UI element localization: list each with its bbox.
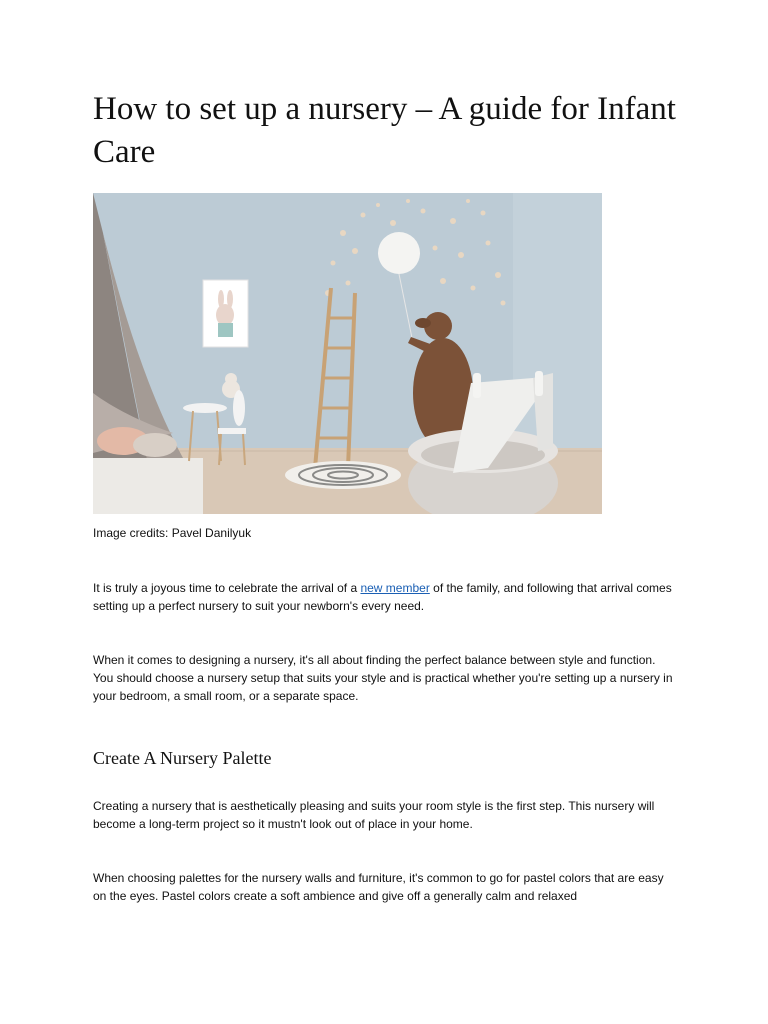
section-heading: Create A Nursery Palette <box>93 748 272 768</box>
design-paragraph: When it comes to designing a nursery, it's all about finding the perfect balance between style and function. You should choose a nursery setup that suits your style and is practical whether you're setting up a nursery in your bedroom, a small room, or a separate space. <box>93 653 673 703</box>
intro-text-after: of the family, and following that arrival comes setting up a perfect nursery to suit your newborn's every need. <box>93 581 672 613</box>
page-title: How to set up a nursery – A guide for Infant Care <box>93 91 676 170</box>
image-credit: Image credits: Pavel Danilyuk <box>93 526 252 540</box>
intro-text-before: It is truly a joyous time to celebrate the arrival of a <box>93 581 361 595</box>
new-member-link[interactable]: new member <box>360 581 430 595</box>
palette-paragraph-2: When choosing palettes for the nursery walls and furniture, it's common to go for pastel colors that are easy on the eyes. Pastel colors create a soft ambience and give off a generally calm and relaxed <box>93 871 664 903</box>
nursery-photo <box>93 193 602 514</box>
intro-paragraph <box>93 579 673 615</box>
palette-paragraph-1: Creating a nursery that is aesthetically pleasing and suits your room style is the first step. This nursery will become a long-term project so it mustn't look out of place in your home. <box>93 799 655 831</box>
